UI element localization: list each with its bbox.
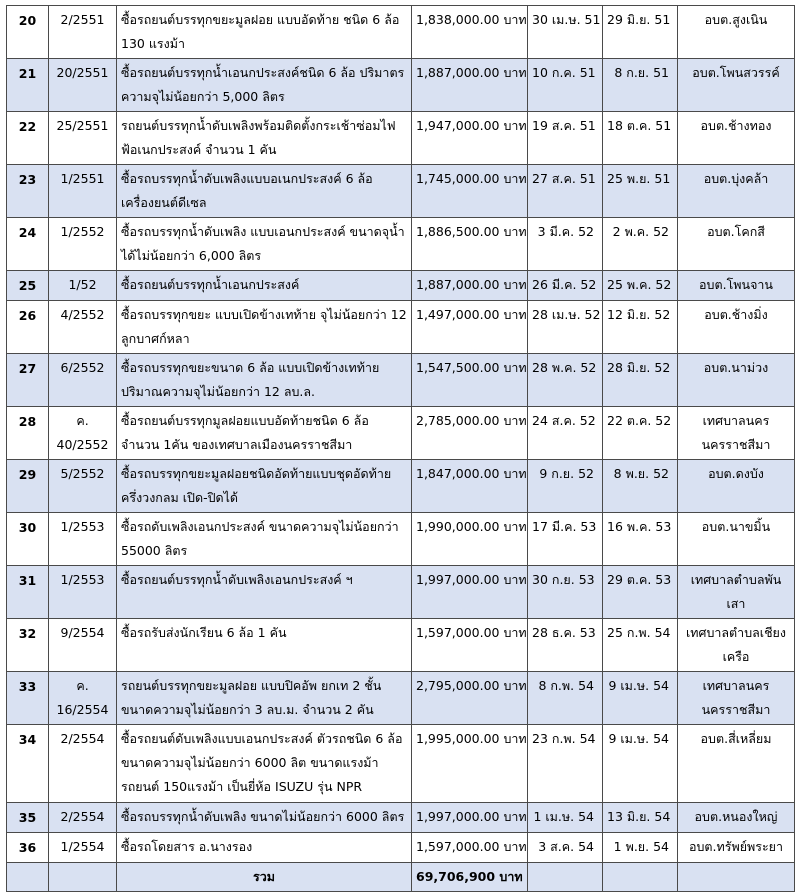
price-cell: 2,785,000.00 บาท: [412, 407, 528, 460]
table-row: [7, 725, 795, 803]
contract-date: 27 ส.ค. 51: [528, 165, 603, 218]
table-row: [7, 833, 795, 863]
item-description: ซื้อรถบรรทุกน้ำดับเพลิง ขนาดไม่น้อยกว่า 6000 ลิตร: [117, 803, 412, 833]
delivery-date: 2 พ.ค. 52: [603, 218, 678, 271]
contract-ref: 1/52: [49, 271, 117, 301]
table-row: [7, 407, 795, 460]
item-description: ซื้อรถบรรทุกขยะ แบบเปิดข้างเทท้าย จุไม่น้อยกว่า 12 ลูกบาศก์หลา: [117, 301, 412, 354]
item-description: ซื้อรถยนต์บรรทุกน้ำเอนกประสงค์ชนิด 6 ล้อ ปริมาตรความจุไม่น้อยกว่า 5,000 ลิตร: [117, 59, 412, 112]
contract-ref: 25/2551: [49, 112, 117, 165]
delivery-date: 8 ก.ย. 51: [603, 59, 678, 112]
contract-ref: ค. 16/2554: [49, 672, 117, 725]
agency-name: อบต.โพนจาน: [678, 271, 795, 301]
procurement-table: [6, 5, 795, 892]
contract-date: 9 ก.ย. 52: [528, 460, 603, 513]
delivery-date: 9 เม.ษ. 54: [603, 672, 678, 725]
delivery-date: 9 เม.ษ. 54: [603, 725, 678, 803]
item-description: ซื้อรถบรรทุกขยะมูลฝอยชนิดอัดท้ายแบบชุดอัดท้ายครึ่งวงกลม เปิด-ปิดได้: [117, 460, 412, 513]
delivery-date: 22 ต.ค. 52: [603, 407, 678, 460]
contract-ref: 2/2551: [49, 6, 117, 59]
row-number: 31: [7, 566, 49, 619]
row-number: 26: [7, 301, 49, 354]
empty-cell: [7, 863, 49, 892]
row-number: 32: [7, 619, 49, 672]
row-number: 36: [7, 833, 49, 863]
contract-ref: 1/2554: [49, 833, 117, 863]
row-number: 23: [7, 165, 49, 218]
item-description: รถยนต์บรรทุกขยะมูลฝอย แบบปิคอัพ ยกเท 2 ชั้น ขนาดความจุไม่น้อยกว่า 3 ลบ.ม. จำนวน 2 คัน: [117, 672, 412, 725]
delivery-date: 18 ต.ค. 51: [603, 112, 678, 165]
price-cell: 1,847,000.00 บาท: [412, 460, 528, 513]
contract-ref: 1/2551: [49, 165, 117, 218]
price-cell: 1,947,000.00 บาท: [412, 112, 528, 165]
row-number: 29: [7, 460, 49, 513]
agency-name: อบต.นาขมิ้น: [678, 513, 795, 566]
price-cell: 1,547,500.00 บาท: [412, 354, 528, 407]
contract-date: 30 ก.ย. 53: [528, 566, 603, 619]
contract-ref: 1/2553: [49, 566, 117, 619]
total-value: 69,706,900 บาท: [412, 863, 528, 892]
delivery-date: 8 พ.ย. 52: [603, 460, 678, 513]
price-cell: 1,886,500.00 บาท: [412, 218, 528, 271]
delivery-date: 29 มิ.ย. 51: [603, 6, 678, 59]
table-row: [7, 112, 795, 165]
table-row: [7, 301, 795, 354]
agency-name: เทศบาลนครนครราชสีมา: [678, 407, 795, 460]
delivery-date: 28 มิ.ย. 52: [603, 354, 678, 407]
row-number: 27: [7, 354, 49, 407]
price-cell: 1,997,000.00 บาท: [412, 803, 528, 833]
contract-date: 17 มี.ค. 53: [528, 513, 603, 566]
price-cell: 2,795,000.00 บาท: [412, 672, 528, 725]
item-description: ซื้อรถดับเพลิงเอนกประสงค์ ขนาดความจุไม่น้อยกว่า 55000 ลิตร: [117, 513, 412, 566]
item-description: ซื้อรถยนต์บรรทุกน้ำเอนกประสงค์: [117, 271, 412, 301]
contract-date: 28 ธ.ค. 53: [528, 619, 603, 672]
contract-ref: 4/2552: [49, 301, 117, 354]
contract-date: 24 ส.ค. 52: [528, 407, 603, 460]
table-row: [7, 566, 795, 619]
contract-date: 8 ก.พ. 54: [528, 672, 603, 725]
table-row: [7, 59, 795, 112]
row-number: 21: [7, 59, 49, 112]
delivery-date: 16 พ.ค. 53: [603, 513, 678, 566]
item-description: ซื้อรถรับส่งนักเรียน 6 ล้อ 1 คัน: [117, 619, 412, 672]
agency-name: อบต.ช้างทอง: [678, 112, 795, 165]
agency-name: อบต.หนองใหญ่: [678, 803, 795, 833]
item-description: ซื้อรถบรรทุกขยะขนาด 6 ล้อ แบบเปิดข้างเทท้ายปริมาณความจุไม่น้อยกว่า 12 ลบ.ล.: [117, 354, 412, 407]
delivery-date: 25 พ.ย. 51: [603, 165, 678, 218]
item-description: ซื้อรถโดยสาร อ.นางรอง: [117, 833, 412, 863]
delivery-date: 25 ก.พ. 54: [603, 619, 678, 672]
contract-date: 19 ส.ค. 51: [528, 112, 603, 165]
table-row: [7, 672, 795, 725]
table-row: [7, 354, 795, 407]
price-cell: 1,497,000.00 บาท: [412, 301, 528, 354]
contract-ref: 20/2551: [49, 59, 117, 112]
agency-name: อบต.โพนสวรรค์: [678, 59, 795, 112]
row-number: 30: [7, 513, 49, 566]
total-row: [7, 863, 795, 892]
contract-date: 23 ก.พ. 54: [528, 725, 603, 803]
price-cell: 1,597,000.00 บาท: [412, 619, 528, 672]
item-description: ซื้อรถยนต์ดับเพลิงแบบเอนกประสงค์ ตัวรถชนิด 6 ล้อ ขนาดความจุไม่น้อยกว่า 6000 ลิต ขนาดแรงม้ารถยนต์ 150แรงม้า เป็นยี่ห้อ ISUZU รุ่น NPR: [117, 725, 412, 803]
price-cell: 1,995,000.00 บาท: [412, 725, 528, 803]
contract-date: 30 เม.ษ. 51: [528, 6, 603, 59]
price-cell: 1,887,000.00 บาท: [412, 271, 528, 301]
price-cell: 1,990,000.00 บาท: [412, 513, 528, 566]
contract-ref: ค. 40/2552: [49, 407, 117, 460]
row-number: 35: [7, 803, 49, 833]
table-row: [7, 218, 795, 271]
agency-name: เทศบาลนครนครราชสีมา: [678, 672, 795, 725]
contract-ref: 1/2552: [49, 218, 117, 271]
agency-name: อบต.ทรัพย์พระยา: [678, 833, 795, 863]
agency-name: อบต.ช้างมิ่ง: [678, 301, 795, 354]
contract-date: 10 ก.ค. 51: [528, 59, 603, 112]
item-description: ซื้อรถยนต์บรรทุกขยะมูลฝอย แบบอัดท้าย ชนิด 6 ล้อ 130 แรงม้า: [117, 6, 412, 59]
contract-ref: 2/2554: [49, 725, 117, 803]
table-row: [7, 460, 795, 513]
table-row: [7, 513, 795, 566]
row-number: 25: [7, 271, 49, 301]
agency-name: อบต.นาม่วง: [678, 354, 795, 407]
item-description: ซื้อรถยนต์บรรทุกน้ำดับเพลิงเอนกประสงค์ ฯ: [117, 566, 412, 619]
price-cell: 1,887,000.00 บาท: [412, 59, 528, 112]
contract-ref: 9/2554: [49, 619, 117, 672]
table-body: [7, 6, 795, 892]
empty-cell: [49, 863, 117, 892]
contract-date: 28 พ.ค. 52: [528, 354, 603, 407]
price-cell: 1,597,000.00 บาท: [412, 833, 528, 863]
contract-date: 1 เม.ษ. 54: [528, 803, 603, 833]
row-number: 20: [7, 6, 49, 59]
table-row: [7, 803, 795, 833]
row-number: 22: [7, 112, 49, 165]
delivery-date: 25 พ.ค. 52: [603, 271, 678, 301]
price-cell: 1,745,000.00 บาท: [412, 165, 528, 218]
empty-cell: [528, 863, 603, 892]
price-cell: 1,997,000.00 บาท: [412, 566, 528, 619]
agency-name: เทศบาลตำบลพันเสา: [678, 566, 795, 619]
table-row: [7, 165, 795, 218]
delivery-date: 13 มิ.ย. 54: [603, 803, 678, 833]
table-row: [7, 271, 795, 301]
item-description: รถยนต์บรรทุกน้ำดับเพลิงพร้อมติดตั้งกระเช้าซ่อมไฟฟ้อเนกประสงค์ จำนวน 1 คัน: [117, 112, 412, 165]
total-label: รวม: [117, 863, 412, 892]
item-description: ซื้อรถยนต์บรรทุกมูลฝอยแบบอัดท้ายชนิด 6 ล้อ จำนวน 1คัน ของเทศบาลเมืองนครราชสีมา: [117, 407, 412, 460]
item-description: ซื้อรถบรรทุกน้ำดับเพลิง แบบเอนกประสงค์ ขนาดจุน้ำได้ไม่น้อยกว่า 6,000 ลิตร: [117, 218, 412, 271]
delivery-date: 29 ต.ค. 53: [603, 566, 678, 619]
contract-ref: 2/2554: [49, 803, 117, 833]
contract-date: 3 มี.ค. 52: [528, 218, 603, 271]
table-row: [7, 6, 795, 59]
item-description: ซื้อรถบรรทุกน้ำดับเพลิงแบบอเนกประสงค์ 6 ล้อ เครื่องยนต์ดีเซล: [117, 165, 412, 218]
contract-date: 26 มี.ค. 52: [528, 271, 603, 301]
row-number: 28: [7, 407, 49, 460]
row-number: 24: [7, 218, 49, 271]
agency-name: อบต.ดงบัง: [678, 460, 795, 513]
contract-date: 28 เม.ษ. 52: [528, 301, 603, 354]
agency-name: อบต.สี่เหลี่ยม: [678, 725, 795, 803]
contract-date: 3 ส.ค. 54: [528, 833, 603, 863]
delivery-date: 12 มิ.ย. 52: [603, 301, 678, 354]
contract-ref: 6/2552: [49, 354, 117, 407]
agency-name: เทศบาลตำบลเชียงเครือ: [678, 619, 795, 672]
contract-ref: 5/2552: [49, 460, 117, 513]
contract-ref: 1/2553: [49, 513, 117, 566]
agency-name: อบต.โคกสี: [678, 218, 795, 271]
agency-name: อบต.บุ่งคล้า: [678, 165, 795, 218]
empty-cell: [603, 863, 678, 892]
agency-name: อบต.สูงเนิน: [678, 6, 795, 59]
row-number: 34: [7, 725, 49, 803]
price-cell: 1,838,000.00 บาท: [412, 6, 528, 59]
delivery-date: 1 พ.ย. 54: [603, 833, 678, 863]
row-number: 33: [7, 672, 49, 725]
table-row: [7, 619, 795, 672]
empty-cell: [678, 863, 795, 892]
